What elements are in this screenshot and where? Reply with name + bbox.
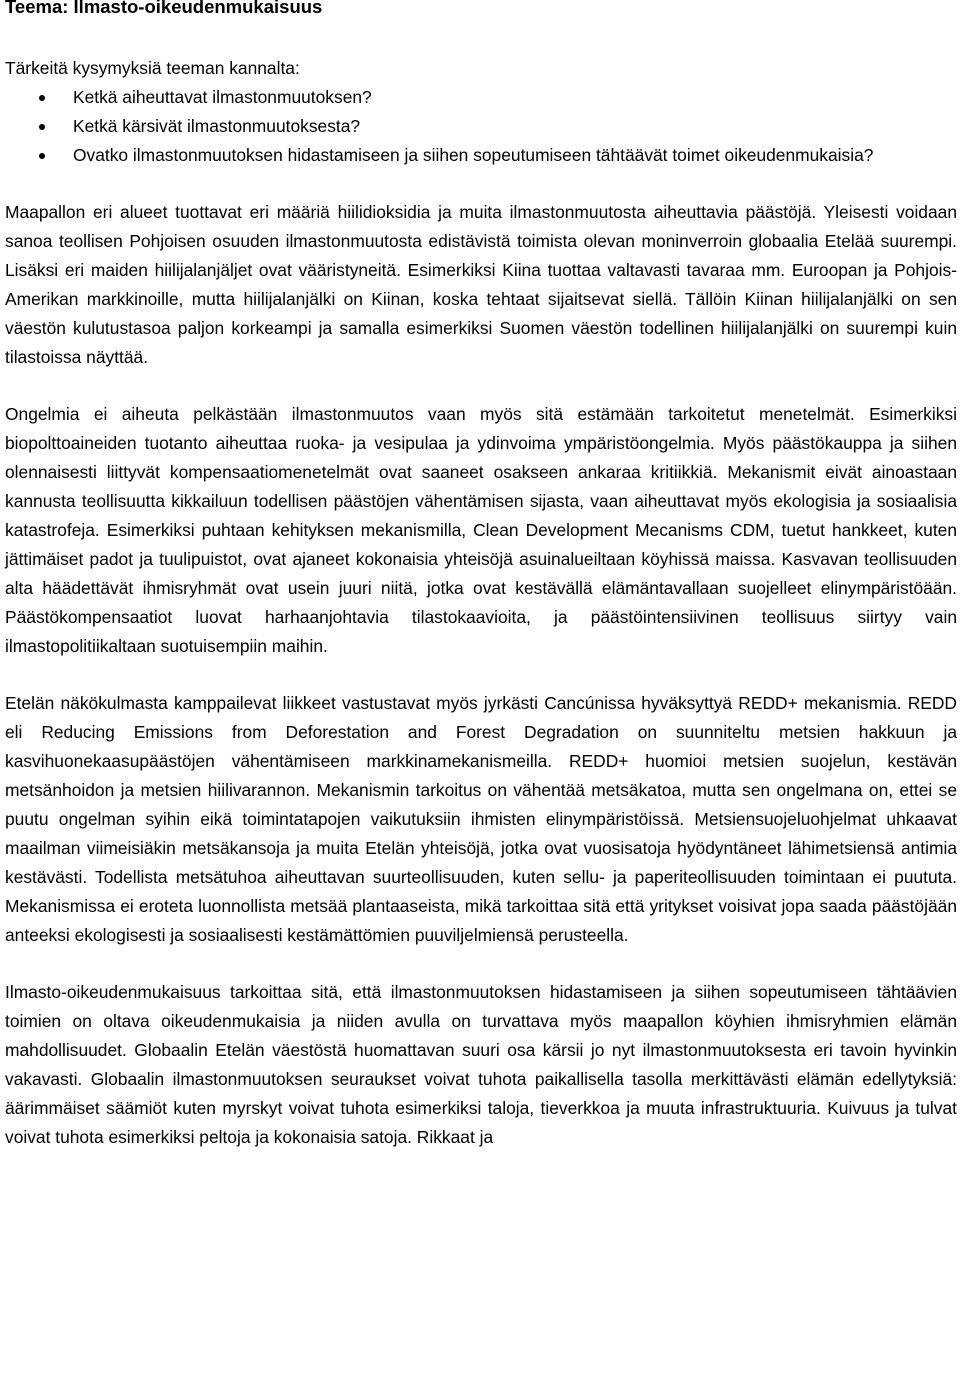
list-item: [5, 83, 957, 112]
bullet-icon: [39, 153, 45, 159]
list-item-text: Ketkä aiheuttavat ilmastonmuutoksen?: [73, 87, 372, 107]
list-item: [5, 112, 957, 141]
questions-list: [5, 83, 957, 170]
paragraph-climate-justice: Ilmasto-oikeudenmukaisuus tarkoittaa sitä, että ilmastonmuutoksen hidastamiseen ja siihen sopeutumiseen tähtäävien toimien on oltava oikeudenmukaisia ja niiden avulla on turvattava myös maapallon köyhien ihmisryhmien elämän mahdollisuudet. Globaalin Etelän väestöstä huomattavan suuri osa kärsii jo nyt ilmastonmuutoksesta eri tavoin hyvinkin vakavasti. Globaalin ilmastonmuutoksen seuraukset voivat tuhota paikallisella tasolla merkittävästi elämän edellytyksiä: äärimmäiset säämiöt kuten myrskyt voivat tuhota esimerkiksi taloja, tieverkkoa ja muuta infrastruktuuria. Kuivuus ja tulvat voivat tuhota esimerkiksi peltoja ja kokonaisia satoja. Rikkaat ja: [5, 982, 957, 1147]
bullet-icon: [39, 124, 45, 130]
document-page: [5, 0, 957, 1152]
page-title: Teema: Ilmasto-oikeudenmukaisuus: [5, 0, 323, 17]
paragraph-redd: Etelän näkökulmasta kamppailevat liikkeet vastustavat myös jyrkästi Cancúnissa hyväksyttyä REDD+ mekanismia. REDD eli Reducing Emissions from Deforestation and Forest Degradation on suunniteltu metsien hakkuun ja kasvihuonekaasupäästöjen vähentämiseen markkinamekanismeilla. REDD+ huomioi metsien suojelun, kestävän metsänhoidon ja metsien hiilivarannon. Mekanismin tarkoitus on vähentää metsäkatoa, mutta sen ongelmana on, ettei se puutu ongelman syihin eikä toimintatapojen vaikutuksiin ihmisten elinympäristöissä. Metsiensuojeluohjelmat uhkaavat maailman viimeisiäkin metsäkansoja ja muita Etelän yhteisöjä, jotka ovat vuosisatoja hyödyntäneet lähimetsiensä antimia kestävästi. Todellista metsätuhoa aiheuttavan suurteollisuuden, kuten sellu- ja paperiteollisuuden toimintaan ei puututa. Mekanismissa ei eroteta luonnollista metsää plantaaseista, mikä tarkoittaa sitä että yritykset voisivat jopa saada päästöjään anteeksi ekologisesti ja sosiaalisesti kestämättömien puuviljelmiensä perusteella.: [5, 693, 957, 945]
paragraph-methods: Ongelmia ei aiheuta pelkästään ilmastonmuutos vaan myös sitä estämään tarkoitetut menetelmät. Esimerkiksi biopolttoaineiden tuotanto aiheuttaa ruoka- ja vesipulaa ja ydinvoima ympäristöongelmia. Myös päästökauppa ja siihen olennaisesti liittyvät kompensaatiomenetelmät ovat saaneet osakseen ankaraa kritiikkiä. Mekanismit eivät ainoastaan kannusta teollisuutta kikkailuun todellisen päästöjen vähentämisen sijasta, vaan aiheuttavat myös ekologisia ja sosiaalisia katastrofeja. Esimerkiksi puhtaan kehityksen mekanismilla, Clean Development Mecanisms CDM, tuetut hankkeet, kuten jättimäiset padot ja tuulipuistot, ovat ajaneet kokonaisia yhteisöjä asuinalueiltaan köyhissä maissa. Kasvavan teollisuuden alta häädettävät ihmisryhmät ovat usein juuri niitä, jotka ovat kestävällä elämäntavallaan suojelleet elinympäristöään. Päästökompensaatiot luovat harhaanjohtavia tilastokaavioita, ja päästöintensiivinen teollisuus siirtyy vain ilmastopolitiikaltaan suotuisempiin maihin.: [5, 404, 957, 656]
questions-intro: Tärkeitä kysymyksiä teeman kannalta:: [5, 58, 300, 78]
bullet-icon: [39, 95, 45, 101]
list-item-text: Ketkä kärsivät ilmastonmuutoksesta?: [73, 116, 361, 136]
list-item: [5, 141, 957, 170]
paragraph-emissions: Maapallon eri alueet tuottavat eri määriä hiilidioksidia ja muita ilmastonmuutosta aiheuttavia päästöjä. Yleisesti voidaan sanoa teollisen Pohjoisen osuuden ilmastonmuutosta edistävistä toimista olevan moninverroin globaalia Etelää suurempi. Lisäksi eri maiden hiilijalanjäljet ovat vääristyneitä. Esimerkiksi Kiina tuottaa valtavasti tavaraa mm. Euroopan ja Pohjois-Amerikan markkinoille, mutta hiilijalanjälki on Kiinan, koska tehtaat sijaitsevat siellä. Tällöin Kiinan hiilijalanjälki on sen väestön kulutustasoa paljon korkeampi ja samalla esimerkiksi Suomen väestön todellinen hiilijalanjälki on suurempi kuin tilastoissa näyttää.: [5, 202, 957, 367]
list-item-text: Ovatko ilmastonmuutoksen hidastamiseen ja siihen sopeutumiseen tähtäävät toimet oikeudenmukaisia?: [73, 145, 874, 165]
